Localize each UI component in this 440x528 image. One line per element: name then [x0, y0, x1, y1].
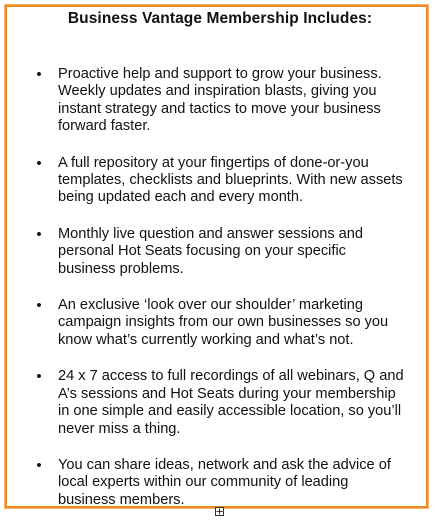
move-handle-icon[interactable]: [215, 507, 224, 516]
list-item-text: 24 x 7 access to full recordings of all webinars, Q and A’s sessions and Hot Seats during your membership in one simple and easily accessible location, so you’ll never miss a thing.: [58, 368, 404, 437]
list-item-text: A full repository at your fingertips of done-or-you templates, checklists and blueprints. With new assets being updated each and every month.: [58, 154, 403, 206]
benefits-list: [34, 66, 404, 528]
list-item: [34, 226, 404, 278]
bullet-icon: •: [36, 368, 42, 386]
bullet-icon: •: [36, 66, 42, 83]
list-item: [34, 457, 404, 509]
plus-icon: [216, 508, 223, 515]
list-item-text: An exclusive ‘look over our shoulder’ marketing campaign insights from our own businesses so you know what’s currently working and what’s not.: [58, 297, 389, 348]
list-item: [34, 368, 404, 438]
bullet-icon: •: [36, 225, 42, 243]
list-item-text: You can share ideas, network and ask the advice of local experts within our community of leading business members.: [58, 456, 391, 508]
list-item-text: Monthly live question and answer sessions and personal Hot Seats focusing on your specific business problems.: [58, 225, 364, 277]
list-item: [34, 297, 404, 349]
list-item-text: Proactive help and support to grow your business. Weekly updates and inspiration blasts, giving you instant strategy and tactics to move your business forward faster.: [58, 66, 382, 135]
bullet-icon: •: [36, 456, 42, 474]
bullet-icon: •: [36, 154, 42, 172]
bullet-icon: •: [36, 297, 42, 315]
list-item: [34, 66, 404, 136]
list-item: [34, 155, 404, 207]
document-heading: Business Vantage Membership Includes:: [67, 10, 373, 27]
